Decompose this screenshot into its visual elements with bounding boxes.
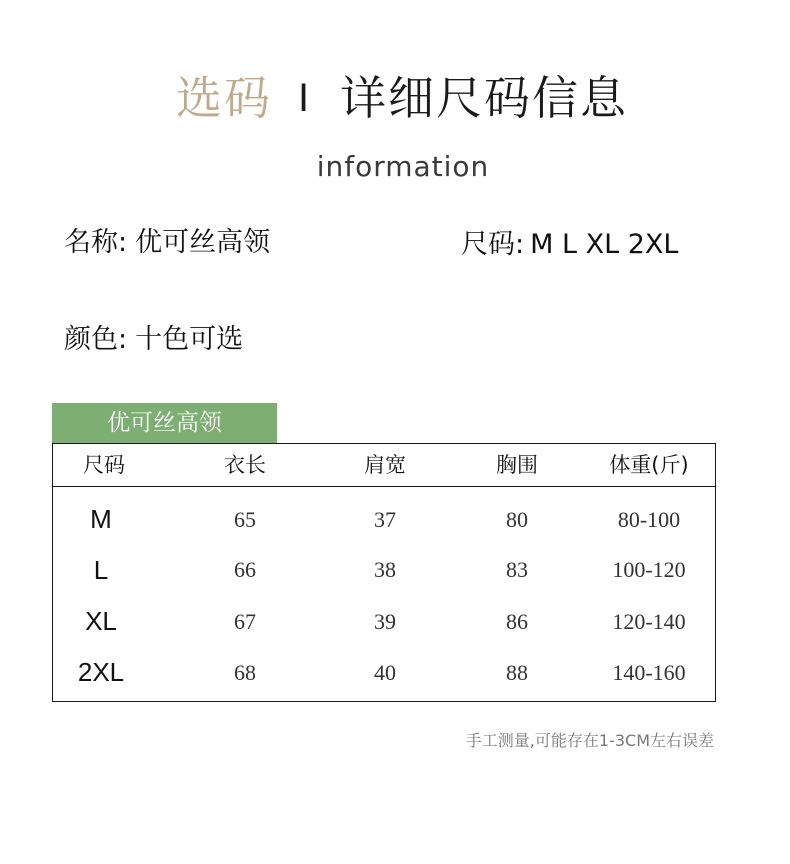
title-size-details: 详细尺码信息 bbox=[340, 71, 628, 125]
table-row-size: XL bbox=[85, 606, 117, 636]
measurement-note: 手工测量,可能存在1-3CM左右误差 bbox=[465, 731, 714, 750]
title-select-size: 选码 bbox=[176, 71, 272, 125]
header-divider bbox=[53, 486, 715, 487]
product-colors-value: 十色可选 bbox=[135, 324, 244, 355]
subtitle-text: information bbox=[316, 150, 490, 183]
table-row-length: 65 bbox=[234, 507, 256, 532]
product-sizes bbox=[461, 228, 678, 262]
header-chest: 胸围 bbox=[496, 453, 538, 477]
product-sizes-label: 尺码: bbox=[461, 229, 525, 260]
table-row-shoulder: 37 bbox=[374, 507, 396, 532]
table-row-length: 67 bbox=[234, 609, 256, 634]
title-row bbox=[0, 66, 790, 130]
table-row-chest: 88 bbox=[506, 660, 528, 685]
header-shoulder: 肩宽 bbox=[364, 453, 406, 477]
table-row-weight: 120-140 bbox=[612, 609, 686, 634]
table-row-length: 66 bbox=[234, 557, 256, 582]
table-row-size: L bbox=[93, 555, 109, 585]
header-weight: 体重(斤) bbox=[609, 453, 689, 477]
product-colors bbox=[64, 323, 243, 357]
table-row-chest: 86 bbox=[506, 609, 528, 634]
product-name-value: 优可丝高领 bbox=[135, 227, 271, 258]
product-name bbox=[64, 226, 270, 260]
product-sizes-value: M L XL 2XL bbox=[530, 229, 679, 260]
product-name-label: 名称: bbox=[64, 227, 128, 258]
table-row-shoulder: 38 bbox=[374, 557, 396, 582]
table-row-weight: 100-120 bbox=[612, 557, 686, 582]
table-row-shoulder: 39 bbox=[374, 609, 396, 634]
subtitle bbox=[0, 150, 790, 183]
header-size: 尺码 bbox=[83, 453, 125, 477]
title-separator: I bbox=[298, 76, 310, 120]
table-row-weight: 140-160 bbox=[612, 660, 686, 685]
size-table bbox=[52, 443, 716, 702]
table-row-size: 2XL bbox=[77, 657, 125, 687]
table-row-chest: 83 bbox=[506, 557, 528, 582]
table-row-size: M bbox=[90, 504, 112, 534]
table-row-weight: 80-100 bbox=[617, 507, 681, 532]
header-length: 衣长 bbox=[224, 453, 266, 477]
table-row-shoulder: 40 bbox=[374, 660, 396, 685]
product-colors-label: 颜色: bbox=[64, 324, 128, 355]
product-tag: 优可丝高领 bbox=[52, 403, 277, 443]
table-row-chest: 80 bbox=[506, 507, 528, 532]
table-row-length: 68 bbox=[234, 660, 256, 685]
